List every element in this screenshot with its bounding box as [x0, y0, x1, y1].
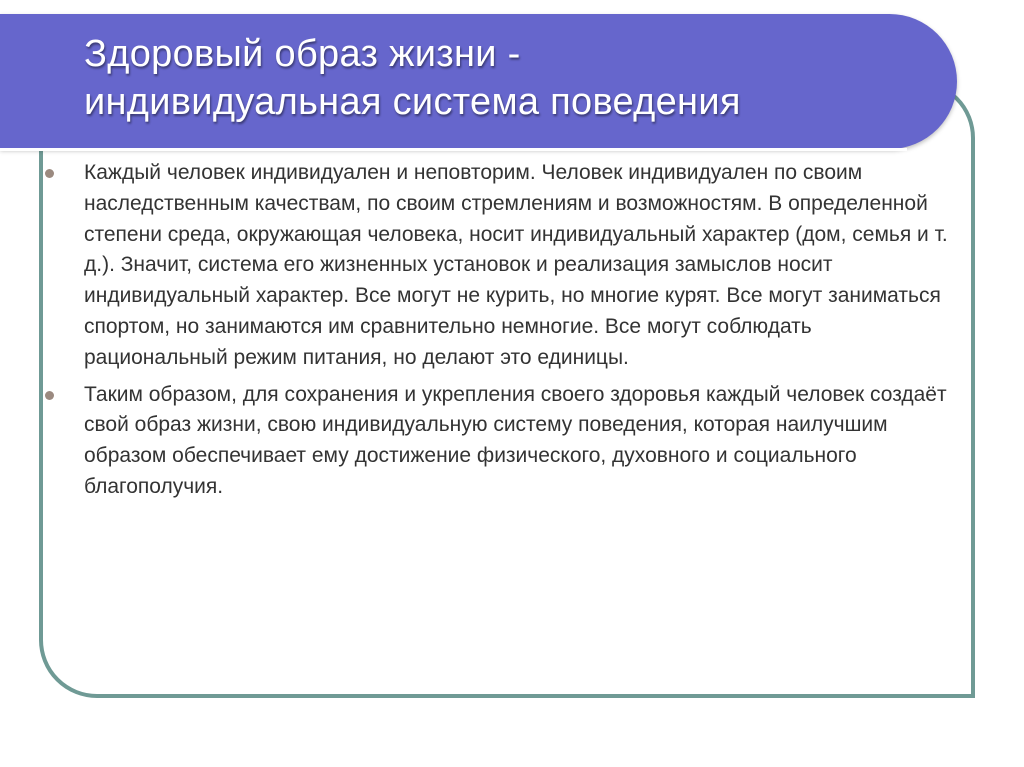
title-line-2: индивидуальная система поведения [84, 81, 741, 123]
title-underline [0, 148, 907, 151]
slide-title [84, 30, 934, 126]
bullet-dot-icon [45, 391, 54, 400]
bullet-item [84, 380, 956, 503]
bullet-item [84, 158, 956, 374]
bullet-dot-icon [45, 169, 54, 178]
bullet-text: Каждый человек индивидуален и неповторим. Человек индивидуален по своим наследственным качествам, по своим стремлениям и возможностям. В определенной степени среда, окружающая человека, носит индивидуальный характер (дом, семья и т. д.). Значит, система его жизненных установок и реализация замыслов носит индивидуальный характер. Все могут не курить, но многие курят. Все могут заниматься спортом, но занимаются им сравнительно немногие. Все могут соблюдать рациональный режим питания, но делают это единицы. [84, 161, 948, 369]
title-line-1: Здоровый образ жизни - [84, 33, 521, 75]
bullet-list [84, 158, 956, 509]
title-banner [0, 14, 957, 149]
bullet-text: Таким образом, для сохранения и укрепления своего здоровья каждый человек создаёт свой образ жизни, свою индивидуальную систему поведения, которая наилучшим образом обеспечивает ему достижение физического, духовного и социального благополучия. [84, 382, 947, 498]
